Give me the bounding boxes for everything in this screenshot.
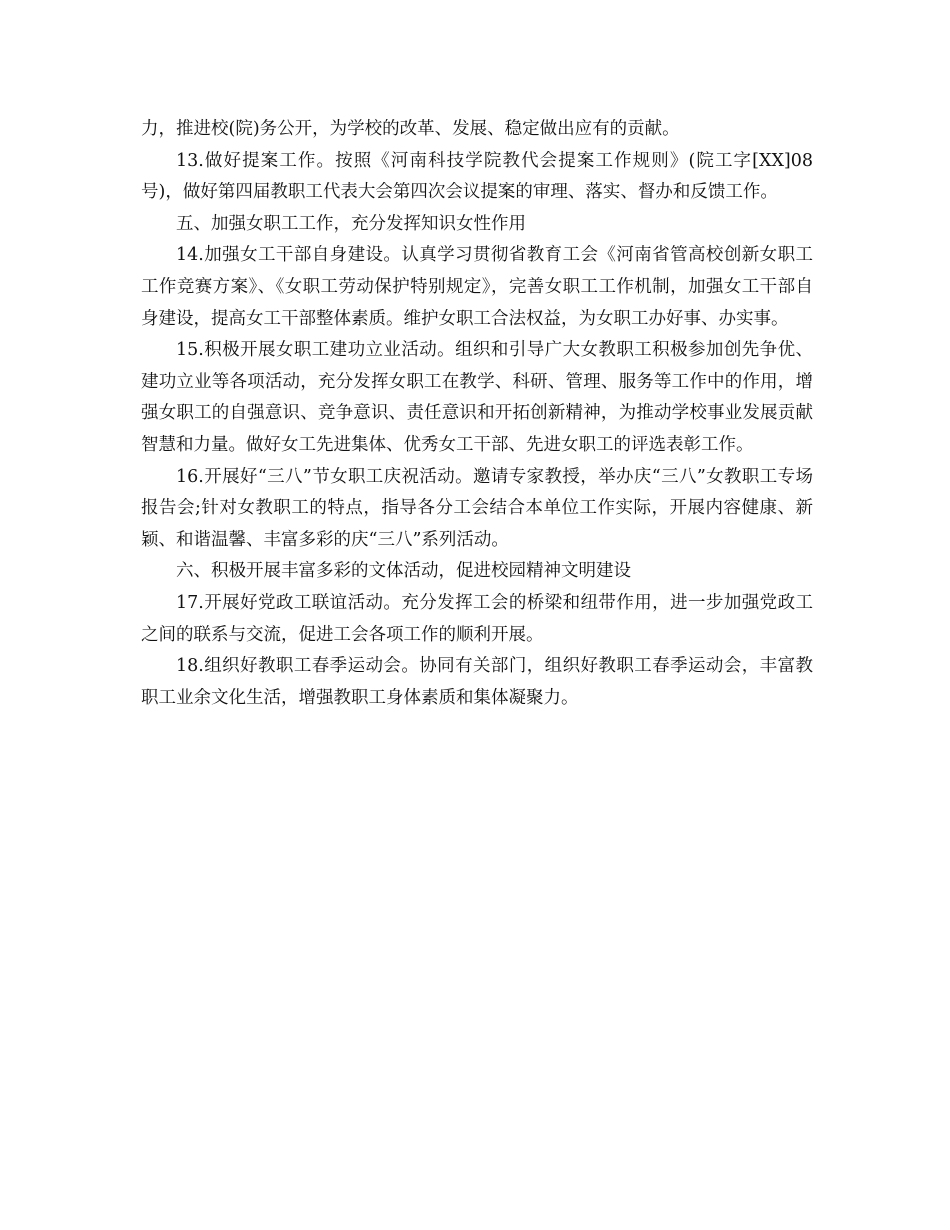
paragraph-item-13: 13.做好提案工作。按照《河南科技学院教代会提案工作规则》(院工字[XX]08号)，做好第四届教职工代表大会第四次会议提案的审理、落实、督办和反馈工作。 bbox=[141, 150, 813, 203]
section-heading-5: 五、加强女职工工作，充分发挥知识女性作用 bbox=[176, 213, 526, 234]
document-body bbox=[141, 114, 813, 714]
paragraph-continuation: 力，推进校(院)务公开，为学校的改革、发展、稳定做出应有的贡献。 bbox=[141, 119, 680, 139]
paragraph-item-14: 14.加强女工干部自身建设。认真学习贯彻省教育工会《河南省管高校创新女职工工作竞赛方案》、《女职工劳动保护特别规定》，完善女职工工作机制，加强女工干部自身建设，提高女工干部整体素质。维护女职工合法权益，为女职工办好事、办实事。 bbox=[141, 245, 813, 329]
paragraph-item-15: 15.积极开展女职工建功立业活动。组织和引导广大女教职工积极参加创先争优、建功立业等各项活动，充分发挥女职工在教学、科研、管理、服务等工作中的作用，增强女职工的自强意识、竞争意识、责任意识和开拓创新精神，为推动学校事业发展贡献智慧和力量。做好女工先进集体、优秀女工干部、先进女职工的评选表彰工作。 bbox=[141, 340, 813, 455]
paragraph-item-16: 16.开展好“三八”节女职工庆祝活动。邀请专家教授，举办庆“三八”女教职工专场报告会;针对女教职工的特点，指导各分工会结合本单位工作实际，开展内容健康、新颖、和谐温馨、丰富多彩的庆“三八”系列活动。 bbox=[141, 466, 813, 550]
paragraph-item-17: 17.开展好党政工联谊活动。充分发挥工会的桥梁和纽带作用，进一步加强党政工之间的联系与交流，促进工会各项工作的顺利开展。 bbox=[141, 592, 813, 645]
section-heading-6: 六、积极开展丰富多彩的文体活动，促进校园精神文明建设 bbox=[176, 561, 631, 582]
paragraph-item-18: 18.组织好教职工春季运动会。协同有关部门，组织好教职工春季运动会，丰富教职工业余文化生活，增强教职工身体素质和集体凝聚力。 bbox=[141, 656, 813, 708]
